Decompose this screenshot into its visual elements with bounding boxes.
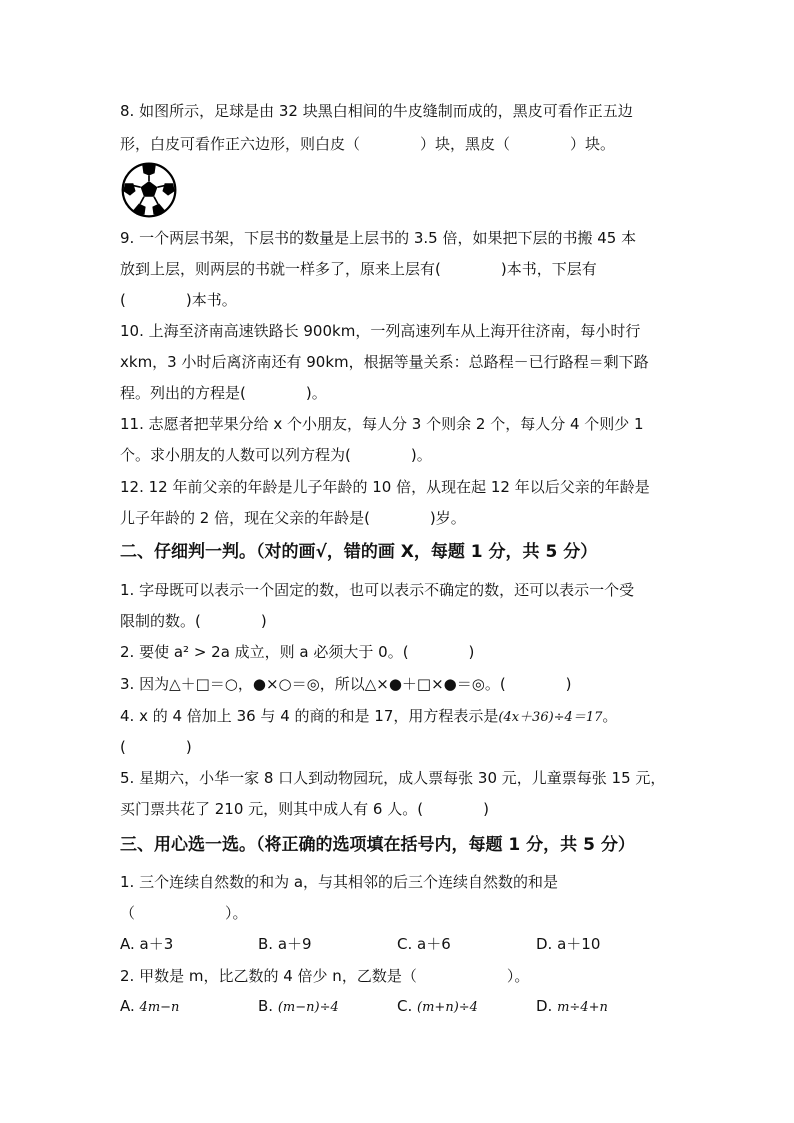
judge-5-line1: 5. 星期六，小华一家 8 口人到动物园玩，成人票每张 30 元，儿童票每张 15 元， bbox=[120, 769, 666, 787]
choice-1-option-b: B. a＋9 bbox=[258, 935, 312, 953]
judge-1-line2: 限制的数。( ) bbox=[120, 612, 267, 630]
choice-2-line1: 2. 甲数是 m，比乙数的 4 倍少 n，乙数是（ ）。 bbox=[120, 967, 530, 985]
q10-line2: xkm，3 小时后离济南还有 90km，根据等量关系：总路程－已行路程＝剩下路 bbox=[120, 353, 649, 371]
q11-line2: 个。求小朋友的人数可以列方程为( )。 bbox=[120, 446, 432, 464]
q9-line2: 放到上层，则两层的书就一样多了，原来上层有( )本书，下层有 bbox=[120, 260, 597, 278]
choice-2-option-d bbox=[536, 996, 608, 1018]
q8-line1: 8. 如图所示，足球是由 32 块黑白相间的牛皮缝制而成的，黑皮可看作正五边 bbox=[120, 102, 633, 120]
judge-4-text: 4. x 的 4 倍加上 36 与 4 的商的和是 17，用方程表示是 bbox=[120, 707, 499, 725]
q12-line2: 儿子年龄的 2 倍，现在父亲的年龄是( )岁。 bbox=[120, 509, 466, 527]
option-d-label: D. bbox=[536, 997, 553, 1015]
choice-2-option-c bbox=[397, 996, 478, 1018]
option-a-formula: 4m−n bbox=[139, 1000, 180, 1015]
option-b-formula: (m−n)÷4 bbox=[277, 1000, 339, 1015]
q11-line1: 11. 志愿者把苹果分给 x 个小朋友，每人分 3 个则余 2 个，每人分 4 个则少 1 bbox=[120, 415, 644, 433]
option-c-formula: (m+n)÷4 bbox=[417, 1000, 478, 1015]
judge-4-end: 。 bbox=[602, 707, 618, 725]
judge-4-formula: (4x＋36)÷4＝17 bbox=[498, 710, 603, 725]
option-a-label: A. bbox=[120, 997, 135, 1015]
q12-line1: 12. 12 年前父亲的年龄是儿子年龄的 10 倍，从现在起 12 年以后父亲的年龄是 bbox=[120, 478, 650, 496]
choice-2-option-a bbox=[120, 996, 179, 1018]
option-b-label: B. bbox=[258, 997, 274, 1015]
section-2-heading: 二、仔细判一判。（对的画√，错的画 X，每题 1 分，共 5 分） bbox=[120, 542, 598, 562]
choice-1-option-c: C. a＋6 bbox=[397, 935, 451, 953]
option-c-label: C. bbox=[397, 997, 413, 1015]
choice-1-option-d: D. a＋10 bbox=[536, 935, 601, 953]
choice-1-option-a: A. a＋3 bbox=[120, 935, 174, 953]
q10-line1: 10. 上海至济南高速铁路长 900km，一列高速列车从上海开往济南，每小时行 bbox=[120, 322, 641, 340]
judge-4-line1 bbox=[120, 706, 617, 728]
choice-1-line1: 1. 三个连续自然数的和为 a，与其相邻的后三个连续自然数的和是 bbox=[120, 873, 559, 891]
section-3-heading: 三、用心选一选。（将正确的选项填在括号内，每题 1 分，共 5 分） bbox=[120, 835, 635, 855]
q8-line2: 形，白皮可看作正六边形，则白皮（ ）块，黑皮（ ）块。 bbox=[120, 135, 616, 153]
q10-line3: 程。列出的方程是( )。 bbox=[120, 384, 327, 402]
judge-4-line2: ( ) bbox=[120, 738, 192, 756]
judge-1-line1: 1. 字母既可以表示一个固定的数，也可以表示不确定的数，还可以表示一个受 bbox=[120, 581, 635, 599]
soccer-ball-icon bbox=[121, 162, 177, 218]
q9-line1: 9. 一个两层书架，下层书的数量是上层书的 3.5 倍，如果把下层的书搬 45 本 bbox=[120, 229, 637, 247]
choice-1-line2: （ ）。 bbox=[120, 904, 248, 922]
judge-5-line2: 买门票共花了 210 元，则其中成人有 6 人。( ) bbox=[120, 800, 489, 818]
option-d-formula: m÷4+n bbox=[557, 1000, 608, 1015]
q9-line3: ( )本书。 bbox=[120, 291, 237, 309]
judge-2: 2. 要使 a² > 2a 成立，则 a 必须大于 0。( ) bbox=[120, 643, 475, 661]
judge-3: 3. 因为△＋□＝○，●×○＝◎，所以△×●＋□×●＝◎。( ) bbox=[120, 675, 572, 693]
choice-2-option-b bbox=[258, 996, 339, 1018]
